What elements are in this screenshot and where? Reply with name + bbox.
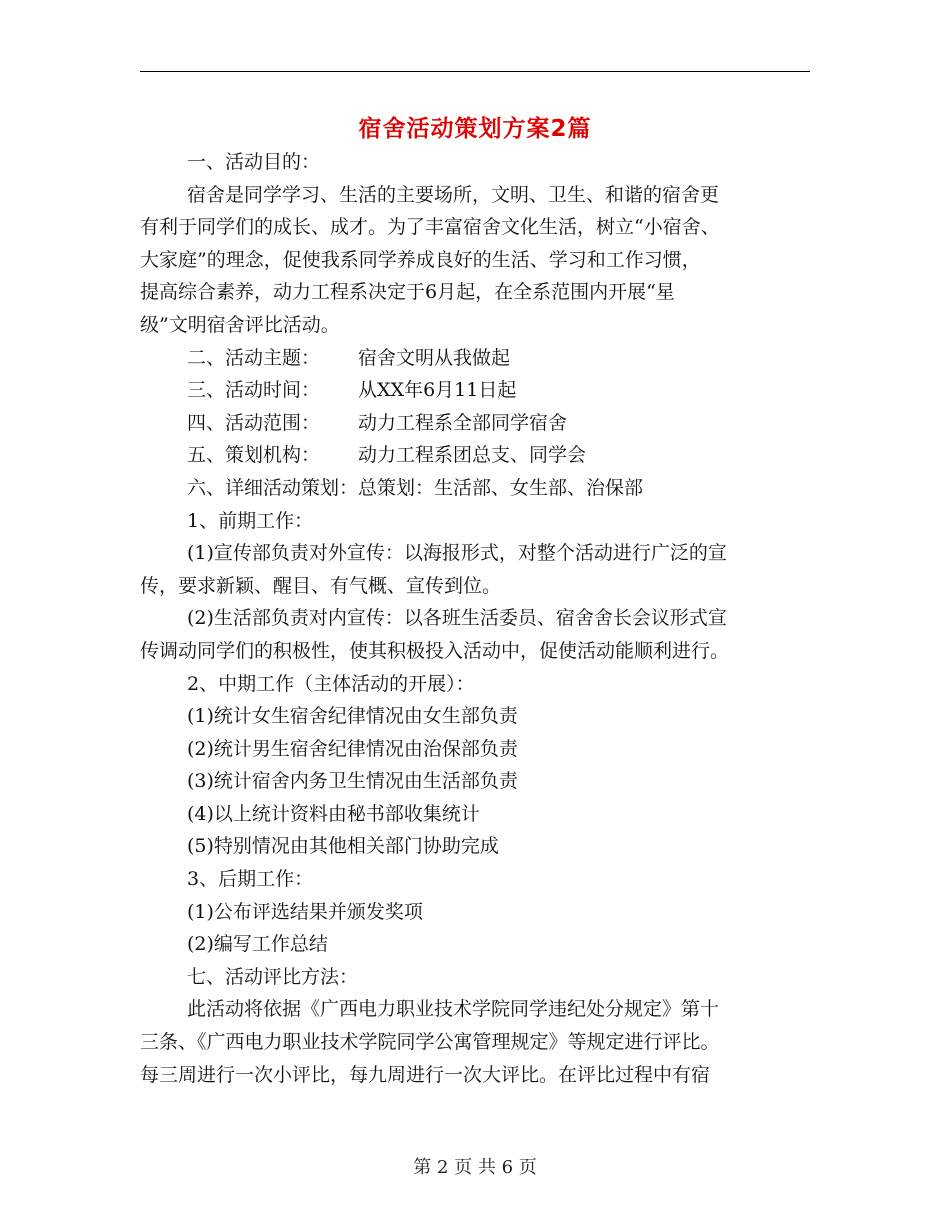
organizer-label: 五、策划机构：	[187, 444, 321, 467]
paragraph-line: 宿舍是同学学习、生活的主要场所，文明、卫生、和谐的宿舍更	[187, 183, 720, 206]
paragraph-line: 传，要求新颖、醒目、有气概、宣传到位。	[140, 574, 502, 597]
paragraph-line: (1)宣传部负责对外宣传：以海报形式，对整个活动进行广泛的宣	[187, 542, 727, 565]
paragraph-line: 提高综合素养，动力工程系决定于6月起，在全系范围内开展“星	[140, 281, 675, 304]
list-item: (1)统计女生宿舍纪律情况由女生部负责	[187, 705, 518, 728]
scope-value: 动力工程系全部同学宿舍	[358, 411, 568, 434]
time-label: 三、活动时间：	[187, 379, 321, 402]
paragraph-line: 每三周进行一次小评比，每九周进行一次大评比。在评比过程中有宿	[140, 1063, 711, 1086]
paragraph-line: 传调动同学们的积极性，使其积极投入活动中，促使活动能顺利进行。	[140, 639, 730, 662]
time-line	[140, 374, 812, 407]
paragraph-line: 有利于同学们的成长、成才。为了丰富宿舍文化生活，树立“小宿舍、	[140, 216, 720, 239]
paragraph-line: 大家庭”的理念，促使我系同学养成良好的生活、学习和工作习惯，	[140, 248, 701, 271]
paragraph-line: (2)生活部负责对内宣传：以各班生活委员、宿舍舍长会议形式宣	[187, 607, 727, 630]
theme-label: 二、活动主题：	[187, 346, 321, 369]
page-footer: 第 2 页 共 6 页	[413, 1157, 537, 1178]
list-item: (2)统计男生宿舍纪律情况由治保部负责	[187, 737, 518, 760]
subsection-heading: 2、中期工作（主体活动的开展）：	[187, 672, 475, 695]
subsection-heading: 1、前期工作：	[187, 509, 314, 532]
paragraph-line: 此活动将依据《广西电力职业技术学院同学违纪处分规定》第十	[187, 998, 720, 1021]
header-rule	[140, 71, 810, 72]
theme-value: 宿舍文明从我做起	[358, 346, 511, 369]
time-value: 从XX年6月11日起	[358, 379, 517, 402]
list-item: (3)统计宿舍内务卫生情况由生活部负责	[187, 770, 518, 793]
list-item: (2)编写工作总结	[187, 933, 328, 956]
list-item: (4)以上统计资料由秘书部收集统计	[187, 802, 480, 825]
document-body	[140, 146, 812, 1091]
section-heading: 一、活动目的：	[187, 151, 321, 173]
paragraph-line: 级”文明宿舍评比活动。	[140, 313, 340, 336]
subsection-heading: 3、后期工作：	[187, 868, 314, 891]
list-item: (1)公布评选结果并颁发奖项	[187, 900, 423, 923]
organizer-value: 动力工程系团总支、同学会	[358, 444, 587, 467]
scope-label: 四、活动范围：	[187, 411, 321, 434]
theme-line	[140, 342, 812, 375]
section-heading: 七、活动评比方法：	[187, 965, 359, 988]
section-heading: 六、详细活动策划：总策划：生活部、女生部、治保部	[187, 476, 644, 499]
scope-line	[140, 407, 812, 440]
list-item: (5)特别情况由其他相关部门协助完成	[187, 835, 499, 858]
document-title: 宿舍活动策划方案2篇	[358, 116, 592, 142]
organizer-line	[140, 439, 812, 472]
paragraph-line: 三条、《广西电力职业技术学院同学公寓管理规定》等规定进行评比。	[140, 1031, 720, 1054]
